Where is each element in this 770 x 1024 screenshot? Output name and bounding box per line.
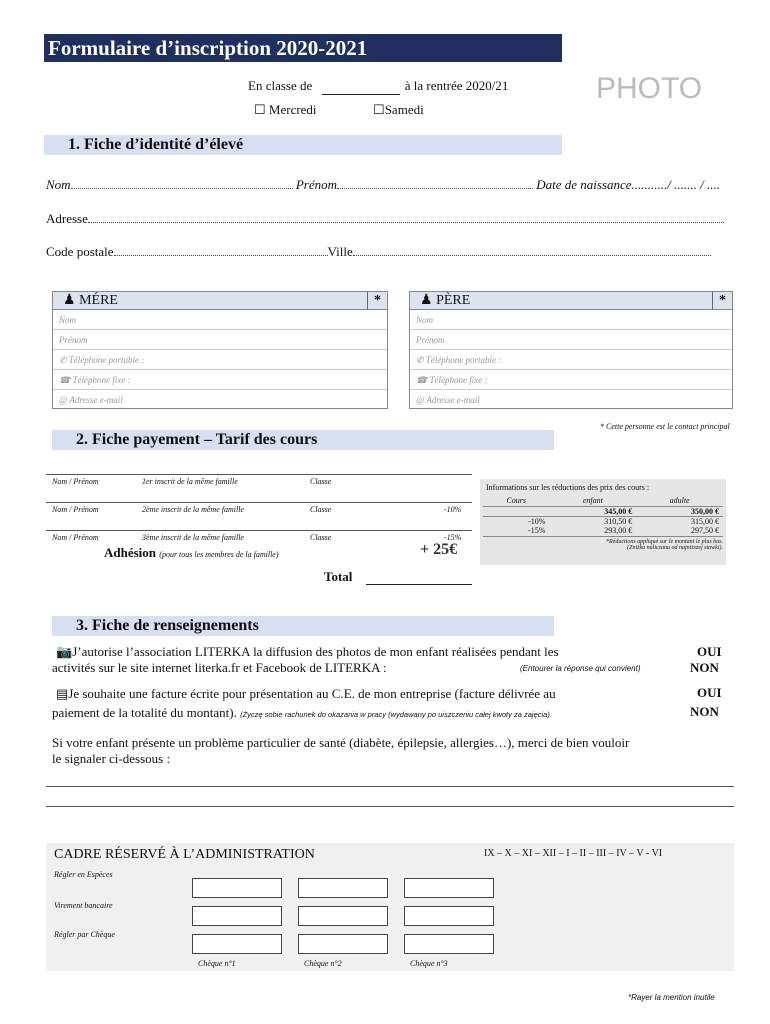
mere-primary-contact-toggle[interactable]: *: [367, 292, 387, 310]
cheque-2-label: Chèque n°2: [304, 959, 342, 968]
mere-nom-field[interactable]: [53, 310, 387, 330]
photo-placeholder[interactable]: PHOTO: [596, 72, 703, 105]
reductions-note-2: (Zniżka naliczana od najniższej stawki).: [627, 544, 723, 551]
reductions-cell: 310,50 €: [604, 516, 633, 526]
reductions-cell: 293,00 €: [604, 526, 633, 536]
tarif-row-2[interactable]: [46, 502, 472, 514]
reductions-box: [480, 479, 726, 565]
mere-email-field[interactable]: [53, 390, 387, 410]
pere-portable-label: Téléphone portable :: [425, 355, 502, 365]
pere-fixe-field[interactable]: [410, 370, 732, 390]
reductions-header-row: [483, 496, 723, 506]
day-options: [254, 102, 424, 118]
prenom-label: Prénom: [295, 177, 337, 192]
contact-note: * Cette personne est le contact principal: [600, 422, 730, 431]
photos-oui-option[interactable]: OUI: [697, 644, 722, 659]
facture-non-option[interactable]: NON: [690, 704, 719, 719]
mere-email-label: Adresse e-mail: [69, 395, 123, 405]
reductions-table: [483, 496, 723, 537]
sante-field-line-1[interactable]: [46, 786, 734, 787]
page-title: Formulaire d’inscription 2020-2021: [44, 34, 562, 62]
tarif-classe-label: Classe: [310, 533, 332, 542]
admin-title: CADRE RÉSERVÉ À L’ADMINISTRATION: [54, 847, 315, 862]
mobile-icon: ✆: [416, 355, 426, 365]
sante-field-line-2[interactable]: [46, 806, 734, 807]
en-classe-label: En classe de: [248, 78, 313, 93]
reductions-note-1: *Réductions appliqué sur le montant le plus bas.: [606, 538, 723, 545]
photos-text-1: J’autorise l’association LITERKA la diffusion des photos de mon enfant réalisées pendant les: [72, 644, 559, 659]
person-icon: ♟: [420, 293, 433, 308]
mere-prenom-label: Prénom: [59, 335, 88, 345]
tarif-classe-label: Classe: [310, 477, 332, 486]
cheque-box[interactable]: [404, 878, 494, 898]
cheque-box[interactable]: [404, 906, 494, 926]
pere-nom-field[interactable]: [410, 310, 732, 330]
footer-note: *Rayer la mention inutile: [628, 993, 715, 1002]
person-icon: ♟: [63, 293, 76, 308]
cheque-box[interactable]: [298, 934, 388, 954]
adhesion-label: [104, 545, 279, 561]
reductions-cell: 297,50 €: [691, 526, 719, 536]
cheque-box[interactable]: [404, 934, 494, 954]
pere-title: PÈRE: [436, 293, 471, 308]
phone-icon: ☎: [416, 375, 430, 385]
mere-header: [53, 292, 387, 310]
tarif-nom-label: Nom / Prénom: [52, 533, 99, 542]
pere-fixe-label: Téléphone fixe :: [429, 375, 488, 385]
section3-title: 3. Fiche de renseignements: [52, 616, 554, 636]
photos-note: (Entourer la réponse qui convient): [520, 664, 641, 673]
cheque-label: Régler par Chèque: [54, 930, 115, 939]
class-line: [248, 78, 508, 95]
photos-text-2: activités sur le site internet literka.fr et Facebook de LITERKA :: [52, 660, 387, 675]
admin-box: [46, 843, 734, 971]
pere-prenom-field[interactable]: [410, 330, 732, 350]
reductions-cell: 345,00 €: [604, 506, 633, 516]
mere-fixe-label: Téléphone fixe :: [72, 375, 131, 385]
admin-months[interactable]: IX – X – XI – XII – I – II – III – IV – V - VI: [484, 848, 663, 859]
reductions-cell: 315,00 €: [691, 516, 719, 526]
facture-line2: [52, 705, 672, 721]
reductions-row: [483, 506, 723, 516]
photos-consent-line1: [56, 644, 656, 660]
adresse-label: Adresse: [46, 211, 88, 226]
cheque-box[interactable]: [298, 906, 388, 926]
facture-text-1: Je souhaite une facture écrite pour présentation au C.E. de mon entreprise (facture délivrée au: [68, 686, 556, 701]
sante-line2: le signaler ci-dessous :: [52, 751, 171, 766]
tarif-row-1[interactable]: [46, 474, 472, 486]
mere-title: MÉRE: [79, 293, 118, 308]
pere-portable-field[interactable]: [410, 350, 732, 370]
class-input[interactable]: [322, 78, 400, 95]
tarif-discount: -15%: [444, 533, 462, 542]
cheque-3-label: Chèque n°3: [410, 959, 448, 968]
cheque-box[interactable]: [192, 934, 282, 954]
mobile-icon: ✆: [59, 355, 69, 365]
reductions-header-adulte: adulte: [669, 496, 690, 506]
section1-title: 1. Fiche d’identité d’élevé: [44, 135, 562, 155]
pere-prenom-label: Prénom: [416, 335, 445, 345]
at-icon: @: [59, 395, 70, 405]
prenom-field[interactable]: [337, 177, 533, 189]
reductions-cell: -10%: [528, 516, 546, 526]
identity-row-3: [46, 244, 736, 260]
samedi-label: Samedi: [384, 102, 424, 117]
cheque-box[interactable]: [192, 878, 282, 898]
identity-row-2: [46, 211, 736, 227]
nom-field[interactable]: [71, 177, 293, 189]
mere-prenom-field[interactable]: [53, 330, 387, 350]
cheque-box[interactable]: [192, 906, 282, 926]
reductions-row: [483, 516, 723, 526]
pere-primary-contact-toggle[interactable]: *: [712, 292, 732, 310]
code-postal-label: Code postale: [46, 244, 114, 259]
mere-nom-label: Nom: [59, 315, 77, 325]
especes-label: Régler en Espèces: [54, 870, 113, 879]
naissance-field[interactable]: .........../ ....... / ....: [631, 177, 721, 192]
document-icon: ▤: [56, 686, 69, 701]
tarif-inscrit-label: 2ème inscrit de la même famille: [142, 505, 244, 514]
reductions-cell: [483, 506, 549, 516]
facture-line1: [56, 686, 676, 702]
reductions-row: [483, 526, 723, 536]
virement-label: Virement bancaire: [54, 901, 113, 910]
reductions-header-enfant: enfant: [582, 496, 603, 506]
pere-header: [410, 292, 732, 310]
reductions-cell: 350,00 €: [691, 506, 719, 516]
facture-note: (Życzę sobie rachunek do okazania w pracy (wydawany po uiszczeniu całej kwoty za zajęcia).: [240, 710, 552, 719]
code-postal-field[interactable]: [114, 244, 328, 256]
pere-box: [409, 291, 733, 409]
phone-icon: ☎: [59, 375, 73, 385]
sante-line1: Si votre enfant présente un problème particulier de santé (diabète, épilepsie, allergies…), merci de bien vouloir: [52, 735, 630, 750]
mercredi-label: Mercredi: [268, 102, 317, 117]
mere-box: [52, 291, 388, 409]
ville-label: Ville: [327, 244, 353, 259]
adhesion-price: + 25€: [420, 541, 458, 558]
adresse-field[interactable]: [88, 211, 724, 223]
tarif-inscrit-label: 1er inscrit de la même famille: [142, 477, 238, 486]
tarif-discount: -10%: [444, 505, 462, 514]
facture-oui-option[interactable]: OUI: [697, 685, 722, 700]
total-label: Total: [324, 569, 353, 584]
pere-nom-label: Nom: [416, 315, 434, 325]
total-field[interactable]: [366, 584, 472, 585]
tarif-nom-label: Nom / Prénom: [52, 505, 99, 514]
mere-fixe-field[interactable]: [53, 370, 387, 390]
mercredi-checkbox[interactable]: ☐: [254, 102, 266, 117]
tarif-classe-label: Classe: [310, 505, 332, 514]
photos-non-option[interactable]: NON: [690, 660, 719, 675]
camera-icon: 📷: [56, 644, 73, 659]
tarif-nom-label: Nom / Prénom: [52, 477, 99, 486]
mere-portable-field[interactable]: [53, 350, 387, 370]
reductions-cell: -15%: [528, 526, 546, 536]
mere-portable-label: Téléphone portable :: [68, 355, 145, 365]
adhesion-text: Adhésion: [104, 545, 157, 560]
section2-title: 2. Fiche payement – Tarif des cours: [52, 430, 554, 450]
pere-email-field[interactable]: [410, 390, 732, 410]
ville-field[interactable]: [353, 244, 711, 256]
nom-label: Nom: [46, 177, 71, 192]
facture-text-2: paiement de la totalité du montant).: [52, 705, 237, 720]
pere-email-label: Adresse e-mail: [426, 395, 480, 405]
cheque-1-label: Chèque n°1: [198, 959, 236, 968]
naissance-label: Date de naissance: [536, 177, 632, 192]
at-icon: @: [416, 395, 427, 405]
reductions-header-cours: Cours: [506, 496, 526, 506]
tarif-row-3[interactable]: [46, 530, 472, 542]
reductions-title: Informations sur les réductions des prix des cours :: [486, 483, 650, 492]
samedi-checkbox[interactable]: ☐: [373, 102, 385, 117]
cheque-box[interactable]: [298, 878, 388, 898]
identity-row-1: [46, 177, 736, 193]
rentree-label: à la rentrée 2020/21: [404, 78, 509, 93]
tarif-inscrit-label: 3ème inscrit de la même famille: [142, 533, 244, 542]
photos-consent-line2: [52, 660, 672, 676]
adhesion-note: (pour tous les membres de la famille): [159, 550, 279, 559]
